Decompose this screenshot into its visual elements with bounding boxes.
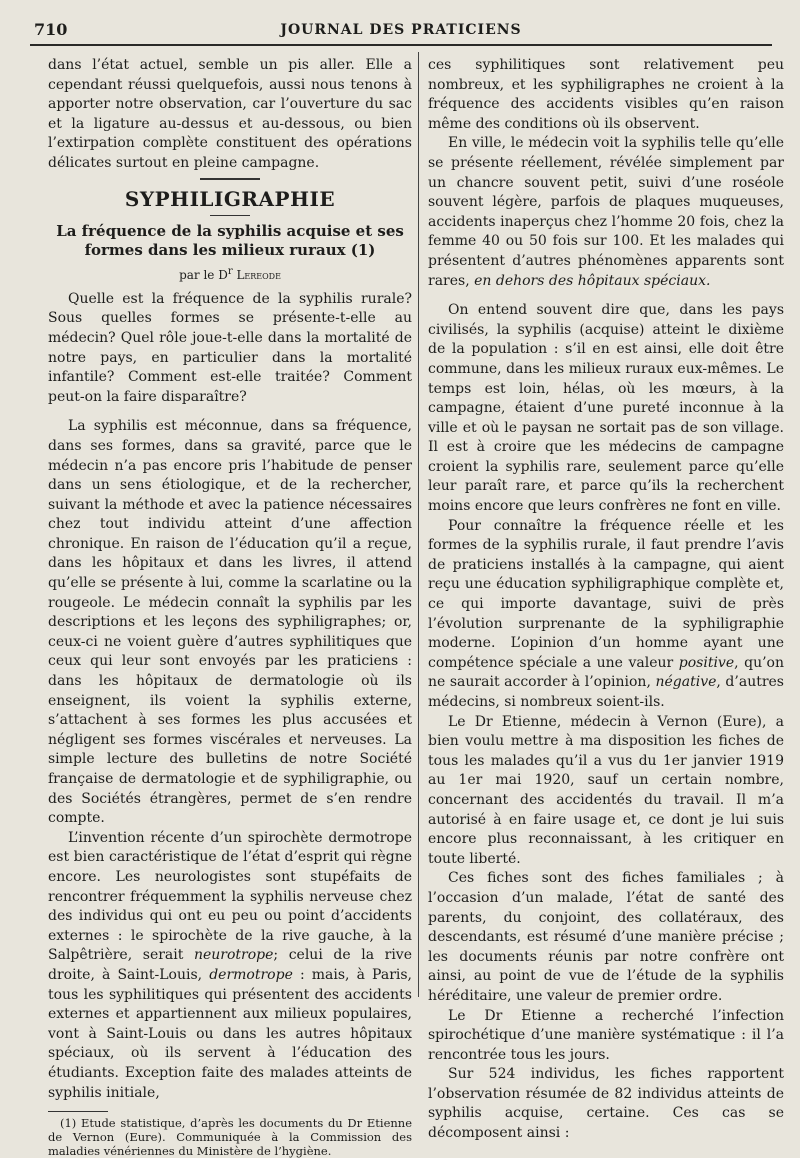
right-column [428, 56, 784, 1144]
section-title: SYPHILIGRAPHIE [124, 186, 336, 211]
byline-prefix: par le D [179, 268, 228, 283]
section-rule [200, 178, 260, 180]
title-rule [210, 215, 250, 216]
paragraph: L’invention récente d’un spirochète dermotrope est bien caractéristique de l’état d’esprit qui règne encore. Les neurologistes sont stupéfaits de rencontrer fréquemment la syphilis nerveuse chez des individus qui ont eu peu ou point d’accidents externes : le spirochète de la rive gauche, à la Salpêtrière, serait neurotrope; celui de la rive droite, à Saint-Louis, dermotrope : mais, à Paris, tous les syphilitiques qui présentent des accidents externes et appartiennent aux milieux populaires, vont à Saint-Louis ou dans les autres hôpitaux spéciaux, où ils servent à l’éducation des étudiants. Exception faite des malades atteints de syphilis initiale, [48, 829, 412, 1101]
paragraph: Ces fiches sont des fiches familiales ; à l’occasion d’un malade, l’état de santé des parents, du conjoint, des collatéraux, des descendants, est résumé d’une manière précise ; les documents réunis par notre confrère ont ainsi, au point de vue de l’étude de la syphilis héréditaire, une valeur de premier ordre. [428, 870, 784, 1004]
column-divider [418, 52, 419, 997]
paragraph: Le Dr Etienne a recherché l’infection spirochétique d’une manière systématique : il l’a rencontrée tous les jours. [428, 1007, 784, 1063]
paragraph: Pour connaître la fréquence réelle et les formes de la syphilis rurale, il faut prendre l’avis de praticiens installés à la campagne, qui aient reçu une éducation syphiligraphique complète et, ce qui importe davantage, suivi de près l’évolution surprenante de la syphiligraphie moderne. L’opinion d’un homme ayant une compétence spéciale a une valeur positive, qu’on ne saurait accorder à l’opinion, négative, d’autres médecins, si nombreux soient-ils. [428, 517, 784, 710]
footnote-rule [48, 1111, 108, 1112]
paragraph: Sur 524 individus, les fiches rapportent l’observation résumée de 82 individus atteints de syphilis acquise, certaine. Ces cas se décomposent ainsi : [428, 1066, 784, 1142]
paragraph: ces syphilitiques sont relativement peu nombreux, et les syphiligraphes ne croient à la fréquence des accidents visibles qu’en raison même des conditions où ils observent. [428, 57, 784, 132]
paragraph: On entend souvent dire que, dans les pays civilisés, la syphilis (acquise) atteint le dixième de la population : s’il en est ainsi, elle doit être commune, dans les milieux ruraux eux-mêmes. Le temps est loin, hélas, où les mœurs, à la campagne, étaient d’une pureté inconnue à la ville et où le paysan ne sortait pas de son village. Il est à croire que les médecins de campagne croient la syphilis rare, seulement parce qu’elle leur paraît rare, et parce qu’ils la recherchent moins encore que leurs confrères ne font en ville. [428, 302, 784, 515]
page-header [30, 18, 772, 46]
article-title: La fréquence de la syphilis acquise et ses formes dans les milieux ruraux (1) [56, 222, 404, 260]
left-column [48, 56, 412, 1158]
intro-paragraph: dans l’état actuel, semble un pis aller. Elle a cependant réussi quelquefois, aussi nous tenons à apporter notre observation, car l’ouverture du sac et la ligature au-dessus et au-dessous, ou bien l’extirpation complète constituent des opérations délicates surtout en pleine campagne. [48, 57, 412, 171]
paragraph: En ville, le médecin voit la syphilis telle qu’elle se présente réellement, révélée simplement par un chancre souvent petit, suivi d’une roséole souvent légère, parfois de plaques muqueuses, accidents inaperçus chez l’homme 20 fois, chez la femme 40 ou 50 fois sur 100. Et les malades qui présentent d’autres phénomènes apparents sont rares, en dehors des hôpitaux spéciaux. [428, 135, 784, 289]
page-number: 710 [34, 20, 68, 39]
running-title: JOURNAL DES PRATICIENS [280, 22, 522, 38]
paragraph: Le Dr Etienne, médecin à Vernon (Eure), a bien voulu mettre à ma disposition les fiches de tous les malades qu’il a vus du 1er janvier 1919 au 1er mai 1920, sauf un certain nombre, concernant des accidentés du travail. Il m’a autorisé à en faire usage et, ce dont je lui suis encore plus reconnaissant, à les critiquer en toute liberté. [428, 713, 784, 867]
footnote: (1) Etude statistique, d’après les documents du Dr Etienne de Vernon (Eure). Communiquée à la Commission des maladies vénériennes du Ministère de l’hygiène. [48, 1116, 412, 1158]
paragraph: La syphilis est méconnue, dans sa fréquence, dans ses formes, dans sa gravité, parce que le médecin n’a pas encore pris l’habitude de penser dans un sens étiologique, et de la rechercher, suivant la méthode et avec la patience nécessaires chez tout individu atteint d’une affection chronique. En raison de l’éducation qu’il a reçue, dans les hôpitaux et dans les livres, il attend qu’elle se présente à lui, comme la scarlatine ou la rougeole. Le médecin connaît la syphilis par les descriptions et les leçons des syphiligraphes; or, ceux-ci ne voient guère d’autres syphilitiques que ceux qui leur sont envoyés par les praticiens : dans les hôpitaux de dermatologie où ils enseignent, ils voient la syphilis externe, s’attachent à ses formes les plus accusées et négligent ses formes viscérales et nerveuses. La simple lecture des bulletins de notre Société française de dermatologie et de syphiligraphie, ou des Sociétés étrangères, permet de s’en rendre compte. [48, 418, 412, 827]
paragraph: Quelle est la fréquence de la syphilis rurale? Sous quelles formes se présente-t-elle au médecin? Quel rôle joue-t-elle dans la mortalité de notre pays, en particulier dans la mortalité infantile? Comment est-elle traitée? Comment peut-on la faire disparaître? [48, 290, 412, 405]
author-name: Lereode [236, 268, 281, 283]
byline-sup: r [227, 266, 233, 278]
byline [48, 262, 412, 286]
